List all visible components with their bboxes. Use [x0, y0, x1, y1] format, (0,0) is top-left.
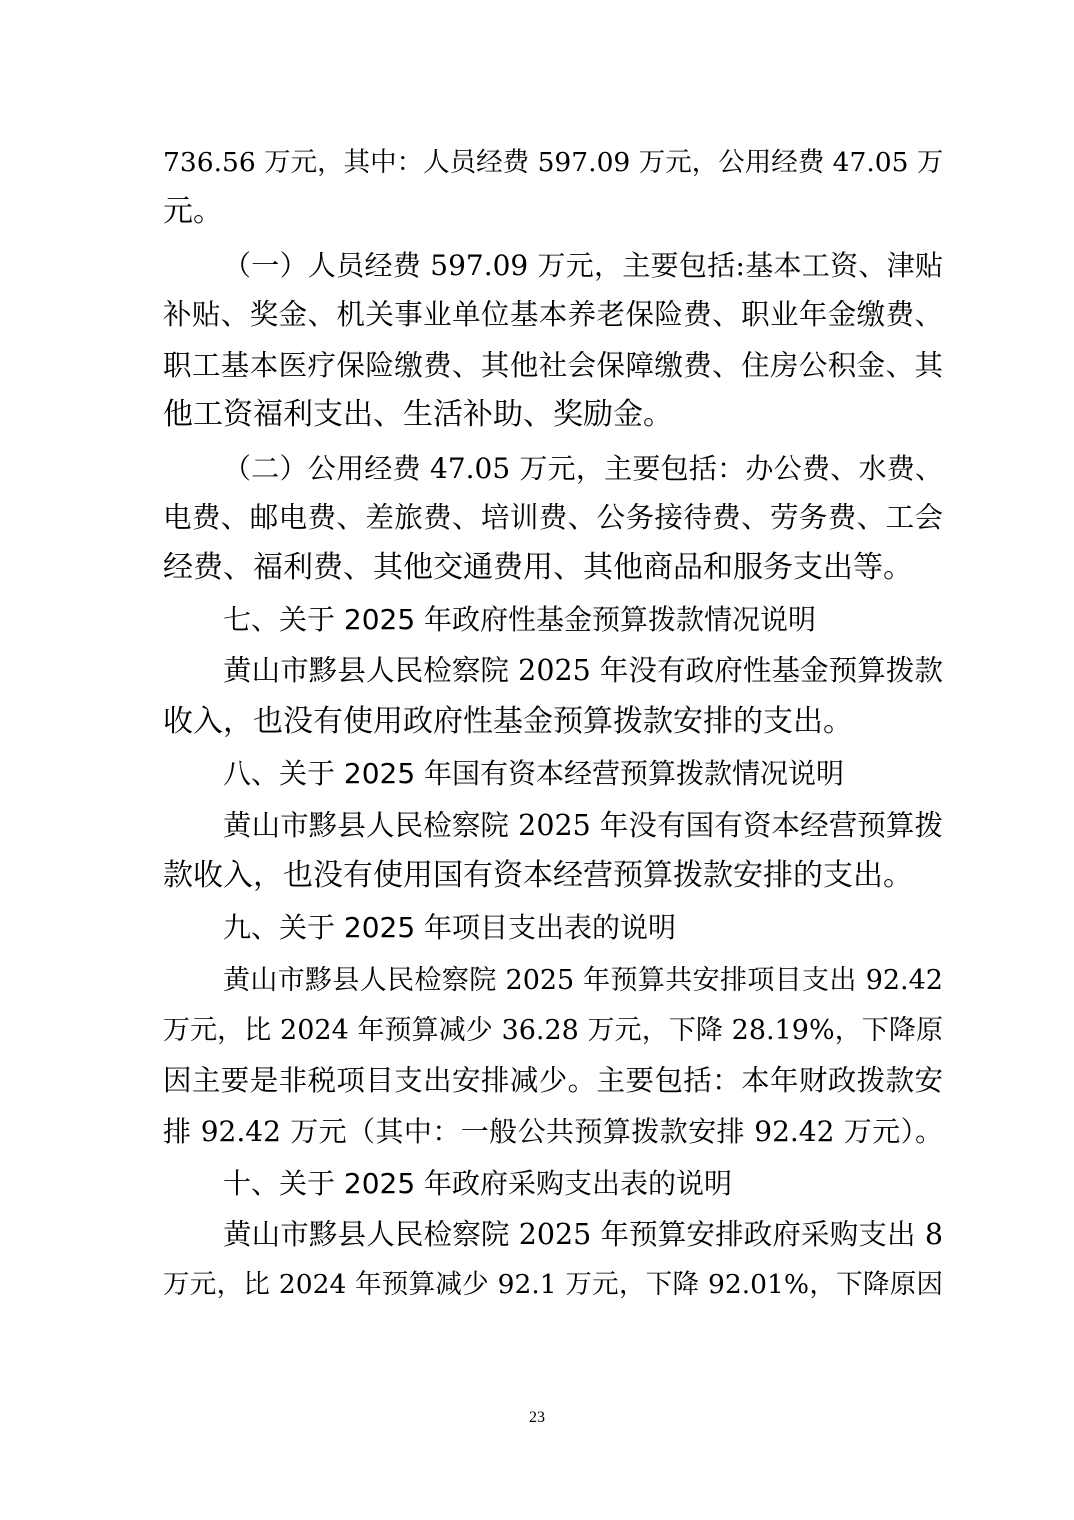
- paragraph-public-line-3: 经费、福利费、其他交通费用、其他商品和服务支出等。: [163, 550, 913, 585]
- section-7-line-1: 黄山市黟县人民检察院 2025 年没有政府性基金预算拨款: [223, 654, 943, 687]
- section-10-line-1: 黄山市黟县人民检察院 2025 年预算安排政府采购支出 8: [223, 1218, 943, 1251]
- section-heading-8: 八、关于 2025 年国有资本经营预算拨款情况说明: [223, 757, 845, 790]
- section-9-line-2: 万元，比 2024 年预算减少 36.28 万元，下降 28.19%，下降原: [163, 1015, 943, 1046]
- section-heading-7: 七、关于 2025 年政府性基金预算拨款情况说明: [223, 603, 817, 636]
- section-heading-10: 十、关于 2025 年政府采购支出表的说明: [223, 1167, 733, 1200]
- section-9-line-3: 因主要是非税项目支出安排减少。主要包括：本年财政拨款安: [163, 1064, 943, 1097]
- section-heading-9: 九、关于 2025 年项目支出表的说明: [223, 911, 677, 944]
- body-line-2: 元。: [163, 194, 223, 229]
- paragraph-personnel-line-3: 职工基本医疗保险缴费、其他社会保障缴费、住房公积金、其: [163, 349, 943, 382]
- paragraph-personnel-line-4: 他工资福利支出、生活补助、奖励金。: [163, 397, 673, 432]
- paragraph-public-line-2: 电费、邮电费、差旅费、培训费、公务接待费、劳务费、工会: [163, 501, 943, 534]
- body-line-1: 736.56 万元，其中：人员经费 597.09 万元，公用经费 47.05 万: [163, 147, 944, 178]
- paragraph-personnel-line-2: 补贴、奖金、机关事业单位基本养老保险费、职业年金缴费、: [163, 298, 943, 331]
- section-8-line-1: 黄山市黟县人民检察院 2025 年没有国有资本经营预算拨: [223, 809, 943, 842]
- section-10-line-2: 万元，比 2024 年预算减少 92.1 万元，下降 92.01%，下降原因: [163, 1269, 943, 1300]
- section-7-line-2: 收入，也没有使用政府性基金预算拨款安排的支出。: [163, 704, 853, 739]
- paragraph-public-line-1: （二）公用经费 47.05 万元，主要包括：办公费、水费、: [223, 452, 943, 485]
- section-8-line-2: 款收入，也没有使用国有资本经营预算拨款安排的支出。: [163, 858, 913, 893]
- section-9-line-4: 排 92.42 万元（其中：一般公共预算拨款安排 92.42 万元）。: [163, 1115, 943, 1148]
- paragraph-personnel-line-1: （一）人员经费 597.09 万元，主要包括:基本工资、津贴: [223, 249, 943, 282]
- section-9-line-1: 黄山市黟县人民检察院 2025 年预算共安排项目支出 92.42: [223, 965, 943, 996]
- page-number: 23: [529, 1409, 545, 1426]
